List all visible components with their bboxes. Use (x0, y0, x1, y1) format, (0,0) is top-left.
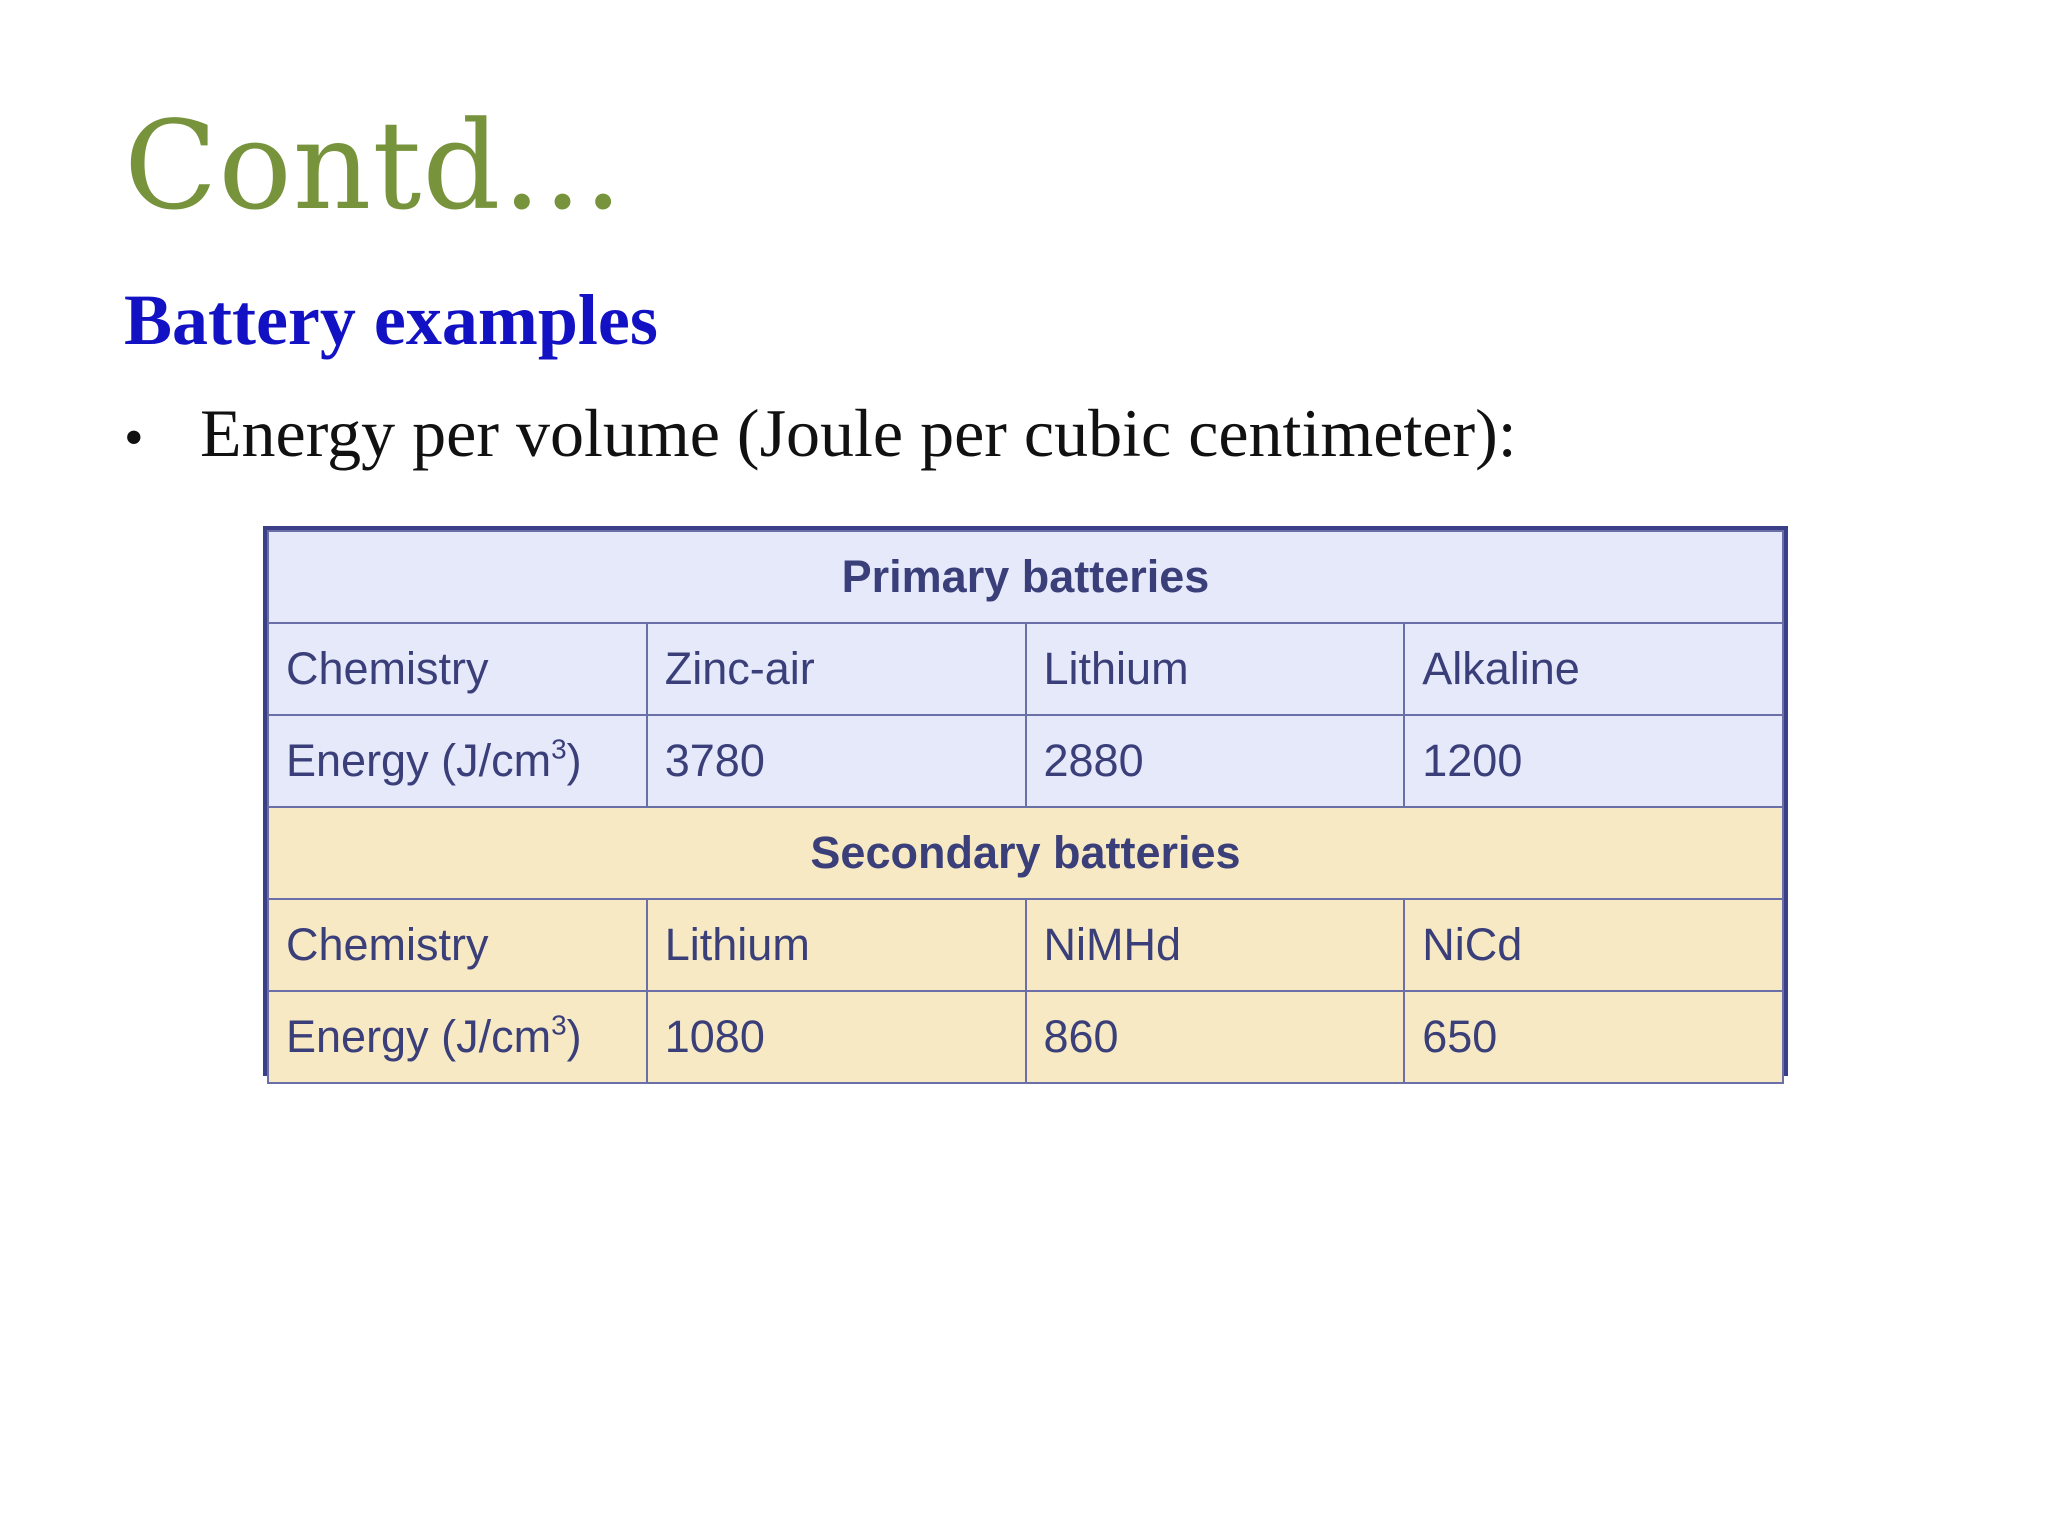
table-cell: 3780 (647, 715, 1026, 807)
table-cell: NiCd (1404, 899, 1783, 991)
slide-subtitle: Battery examples (124, 280, 658, 360)
primary-batteries-header: Primary batteries (268, 531, 1783, 623)
table-cell-energy-label: Energy $(J/cm^3)$ (268, 715, 647, 807)
table-row-primary-energy (268, 715, 1783, 807)
bullet-icon: • (124, 407, 144, 469)
table-cell: 650 (1404, 991, 1783, 1083)
table-cell: Chemistry (268, 899, 647, 991)
table-cell: 1080 (647, 991, 1026, 1083)
slide-title: Contd… (124, 95, 625, 237)
table-row-secondary-chemistry (268, 899, 1783, 991)
table-cell: Alkaline (1404, 623, 1783, 715)
table-cell: 1200 (1404, 715, 1783, 807)
table-row-secondary-energy (268, 991, 1783, 1083)
table-cell: NiMHd (1026, 899, 1405, 991)
table-row-primary-header (268, 531, 1783, 623)
table-cell: Chemistry (268, 623, 647, 715)
table-cell-energy-label: Energy $(J/cm^3)$ (268, 991, 647, 1083)
table-cell: 860 (1026, 991, 1405, 1083)
table-cell: Lithium (1026, 623, 1405, 715)
secondary-batteries-header: Secondary batteries (268, 807, 1783, 899)
table-cell: Lithium (647, 899, 1026, 991)
table-cell: Zinc-air (647, 623, 1026, 715)
battery-table (263, 526, 1788, 1076)
bullet-item (124, 392, 1517, 479)
table-row-secondary-header (268, 807, 1783, 899)
table-row-primary-chemistry (268, 623, 1783, 715)
table-cell: 2880 (1026, 715, 1405, 807)
bullet-text: Energy per volume (Joule per cubic centimeter): (200, 395, 1517, 471)
